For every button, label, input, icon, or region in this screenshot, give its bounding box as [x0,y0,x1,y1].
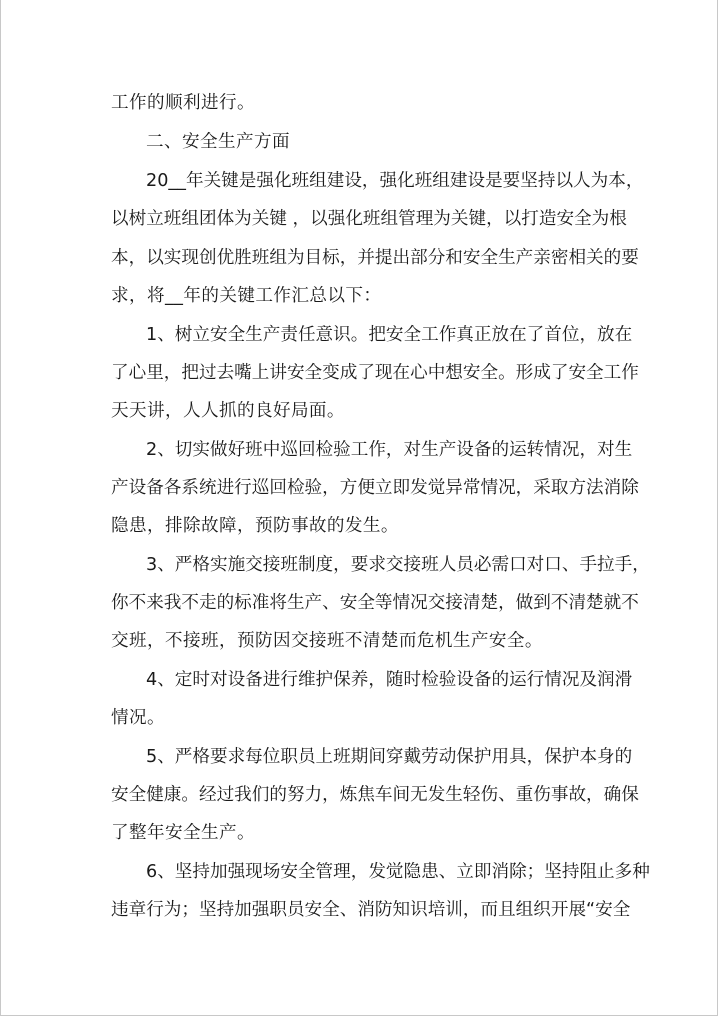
text-line: 情况。 [111,708,165,728]
text-line: 你不来我不走的标准将生产、安全等情况交接清楚，做到不清楚就不 [111,593,639,613]
text-line: 以树立班组团体为关键 ，以强化班组管理为关键，以打造安全为根 [111,209,627,229]
text-line: 违章行为；坚持加强职员安全、消防知识培训，而且组织开展“安全 [111,900,631,920]
text-line: 交班，不接班，预防因交接班不清楚而危机生产安全。 [111,631,543,651]
text-line: 工作的顺利进行。 [111,93,255,113]
text-line: 产设备各系统进行巡回检验，方便立即发觉异常情况，采取方法消除 [111,478,639,498]
text-line: 20__年关键是强化班组建设，强化班组建设是要坚持以人为本， [146,171,644,191]
text-line: 4、定时对设备进行维护保养，随时检验设备的运行情况及润滑 [146,670,633,690]
text-line: 求，将__年的关键工作汇总以下： [111,286,382,306]
text-line: 3、严格实施交接班制度，要求交接班人员必需口对口、手拉手， [146,555,650,575]
text-line: 天天讲，人人抓的良好局面。 [111,401,345,421]
text-line: 安全健康。经过我们的努力，炼焦车间无发生轻伤、重伤事故，确保 [111,785,639,805]
text-line: 5、严格要求每位职员上班期间穿戴劳动保护用具，保护本身的 [146,747,633,767]
section-heading: 二、安全生产方面 [146,132,290,152]
text-line: 本，以实现创优胜班组为目标，并提出部分和安全生产亲密相关的要 [111,248,639,268]
text-line: 隐患，排除故障，预防事故的发生。 [111,516,399,536]
text-line: 了心里，把过去嘴上讲安全变成了现在心中想安全。形成了安全工作 [111,363,639,383]
text-line: 了整年安全生产。 [111,823,255,843]
text-line: 1、树立安全生产责任意识。把安全工作真正放在了首位，放在 [146,325,633,345]
text-line: 2、切实做好班中巡回检验工作，对生产设备的运转情况，对生 [146,440,633,460]
text-line: 6、坚持加强现场安全管理，发觉隐患、立即消除；坚持阻止多种 [146,862,650,882]
